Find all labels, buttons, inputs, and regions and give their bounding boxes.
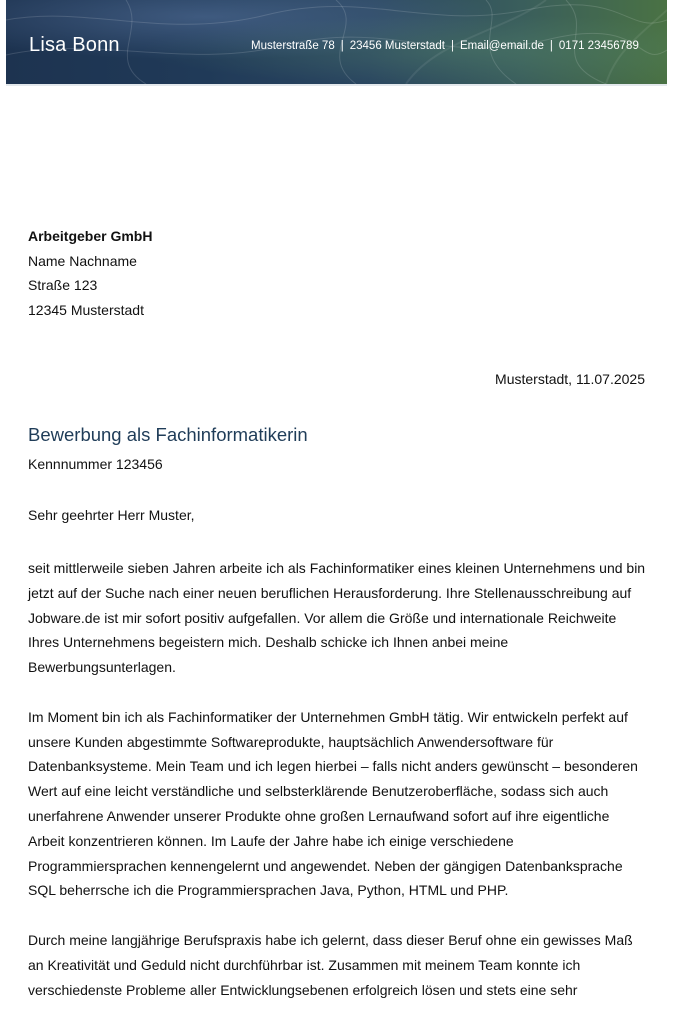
applicant-name: Lisa Bonn <box>29 34 120 56</box>
salutation: Sehr geehrter Herr Muster, <box>28 507 195 523</box>
body-paragraph: Im Moment bin ich als Fachinformatiker der Unternehmen GmbH tätig. Wir entwickeln perfekt auf unsere Kunden abgestimmte Softwareprodukte, hauptsächlich Anwendersoftware für Datenbanksysteme. Mein Team und ich legen hierbei – falls nicht anders gewünscht – besonderen Wert auf eine leicht verständliche und selbsterklärende Benutzeroberfläche, sodass sich auch unerfahrene Anwender unserer Produkte ohne großen Lernaufwand sofort auf ihre eigentliche Arbeit konzentrieren können. Im Laufe der Jahre habe ich einige verschiedene Programmiersprachen kennengelernt und angewendet. Neben der gängigen Datenbanksprache SQL beherrsche ich die Programmiersprachen Java, Python, HTML und PHP. <box>28 708 638 899</box>
body-paragraph: Durch meine langjährige Berufspraxis habe ich gelernt, dass dieser Beruf ohne ein gewisses Maß an Kreativität und Geduld nicht durchführbar ist. Zusammen mit meinem Team konnte ich verschiedenste Probleme aller Entwicklungsebenen erfolgreich lösen und stets eine sehr <box>28 931 633 998</box>
body-paragraph: seit mittlerweile sieben Jahren arbeite ich als Fachinformatiker eines kleinen Unternehmens und bin jetzt auf der Suche nach einer neuen beruflichen Herausforderung. Ihre Stellenausschreibung auf Jobware.de ist mir sofort positiv aufgefallen. Vor allem die Größe und internationale Reichweite Ihres Unternehmens begeistern mich. Deshalb schicke ich Ihnen anbei meine Bewerbungsunterlagen. <box>28 560 646 676</box>
reference-number: Kennnummer 123456 <box>28 456 163 472</box>
letter-subject: Bewerbung als Fachinformatikerin <box>28 424 308 445</box>
contact-phone: 0171 23456789 <box>558 40 639 52</box>
contact-city: 23456 Musterstadt <box>349 40 445 52</box>
contact-line <box>251 40 639 52</box>
contact-separator: | <box>451 40 454 52</box>
recipient-street: Straße 123 <box>28 277 98 294</box>
recipient-company: Arbeitgeber GmbH <box>28 228 153 244</box>
contact-street: Musterstraße 78 <box>251 40 335 52</box>
recipient-contact-name: Name Nachname <box>28 252 137 269</box>
recipient-address <box>28 224 152 323</box>
contact-separator: | <box>340 40 344 52</box>
header-divider <box>6 84 667 86</box>
letterhead-banner <box>6 0 667 84</box>
letter-date: Musterstadt, 11.07.2025 <box>495 371 645 387</box>
recipient-city: 12345 Musterstadt <box>28 302 144 319</box>
contact-separator: | <box>549 40 553 52</box>
letter-body <box>28 556 648 1027</box>
contact-email[interactable]: Email@email.de <box>460 40 544 52</box>
